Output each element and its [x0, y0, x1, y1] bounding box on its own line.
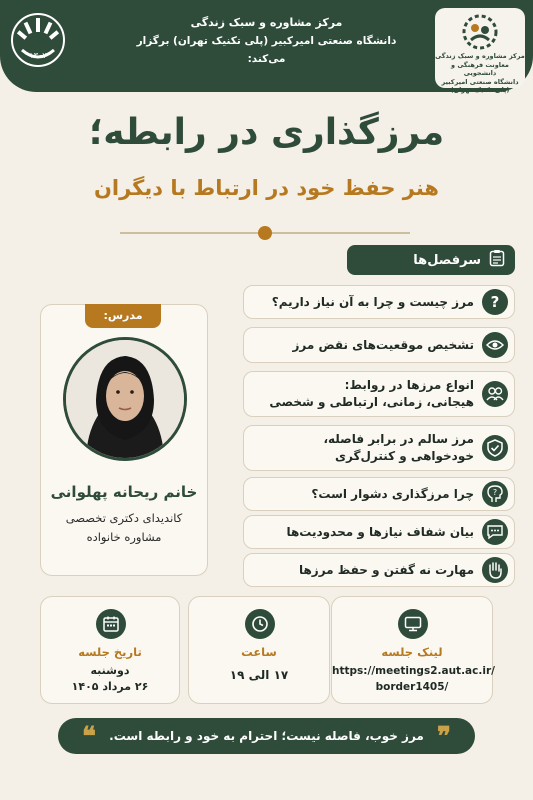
teacher-name: خانم ریحانه پهلوانی	[50, 483, 198, 501]
session-link-url-line-2[interactable]: border1405/	[375, 681, 449, 693]
footer-quote-text: مرز خوب، فاصله نیست؛ احترام به خود و رابطه است.	[109, 729, 424, 743]
organizer-name: مرکز مشاوره و سبک زندگی	[190, 16, 343, 29]
quote-close-icon: ❝	[82, 722, 96, 752]
logo-title: مرکز مشاوره و سبک زندگی	[435, 52, 525, 60]
topics-header-label: سرفصل‌ها	[413, 252, 481, 268]
topic-item	[243, 477, 515, 511]
topic-item	[243, 327, 515, 363]
topic-item	[243, 285, 515, 319]
logo-university: دانشگاه صنعتی امیرکبیر	[441, 77, 519, 86]
hand-stop-icon	[482, 557, 508, 583]
topic-text	[269, 377, 474, 411]
session-date: ۲۶ مرداد ۱۴۰۵	[71, 680, 149, 693]
topic-line-2: هیجانی، زمانی، ارتباطی و شخصی	[269, 395, 474, 409]
header-banner	[0, 0, 533, 92]
topic-text: بیان شفاف نیازها و محدودیت‌ها	[286, 524, 474, 539]
topic-text: تشخیص موقعیت‌های نقض مرز	[292, 337, 474, 352]
logo-city: (پلی تکنیک تهران)	[450, 86, 510, 94]
topics-header	[347, 245, 515, 275]
session-date-card	[40, 596, 180, 704]
counseling-center-logo	[435, 8, 525, 94]
topic-item	[243, 425, 515, 471]
session-date-value	[41, 663, 179, 695]
session-date-label: تاریخ جلسه	[78, 645, 142, 659]
teacher-description	[41, 509, 207, 547]
question-icon: ?	[482, 289, 508, 315]
teacher-field: مشاوره خانواده	[86, 530, 162, 544]
topic-item	[243, 371, 515, 417]
session-link-url[interactable]	[332, 663, 495, 695]
page-subtitle: هنر حفظ خود در ارتباط با دیگران	[93, 176, 439, 200]
people-icon	[482, 381, 508, 407]
topic-item	[243, 515, 515, 549]
svg-text:?: ?	[492, 488, 498, 497]
topic-text: مرز چیست و چرا به آن نیاز داریم؟	[271, 294, 474, 309]
header-text	[120, 14, 413, 68]
svg-text:۱۳۰۷: ۱۳۰۷	[29, 51, 47, 60]
topic-item	[243, 553, 515, 587]
university-logo-icon	[8, 8, 68, 78]
session-time-card	[188, 596, 330, 704]
clock-icon	[245, 609, 275, 639]
head-question-icon	[482, 481, 508, 507]
teacher-card	[40, 304, 208, 576]
shield-check-icon	[482, 435, 508, 461]
monitor-icon	[398, 609, 428, 639]
topic-line-1: انواع مرزها در روابط:	[344, 378, 474, 392]
teacher-degree: کاندیدای دکتری تخصصی	[65, 511, 183, 525]
topic-text: چرا مرزگذاری دشوار است؟	[311, 486, 474, 501]
eye-icon	[482, 332, 508, 358]
session-weekday: دوشنبه	[90, 664, 130, 677]
session-link-label: لینک جلسه	[381, 645, 443, 659]
topic-text	[323, 431, 474, 465]
page-title: مرزگذاری در رابطه؛	[88, 112, 445, 153]
chat-bubble-icon	[482, 519, 508, 545]
topic-line-1: مرز سالم در برابر فاصله،	[323, 432, 474, 446]
divider-dot	[258, 226, 272, 240]
session-link-url-line-1[interactable]: https://meetings2.aut.ac.ir/	[332, 665, 495, 677]
calendar-icon	[96, 609, 126, 639]
logo-subtitle: معاونت فرهنگی و دانشجویی	[451, 60, 509, 77]
topic-line-2: خودخواهی و کنترل‌گری	[335, 449, 474, 463]
topic-text: مهارت نه گفتن و حفظ مرزها	[298, 562, 474, 577]
session-time-label: ساعت	[241, 645, 277, 659]
teacher-tag: مدرس:	[85, 304, 161, 328]
footer-quote	[58, 718, 475, 754]
university-name: دانشگاه صنعتی امیرکبیر (پلی تکنیک تهران) برگزار می‌کند:	[136, 35, 397, 65]
session-info	[40, 596, 493, 704]
session-time-value: ۱۷ الی ۱۹	[229, 668, 289, 682]
session-link-card	[331, 596, 493, 704]
teacher-photo	[63, 337, 187, 461]
clipboard-icon	[489, 249, 505, 271]
quote-open-icon: ❞	[437, 722, 451, 752]
